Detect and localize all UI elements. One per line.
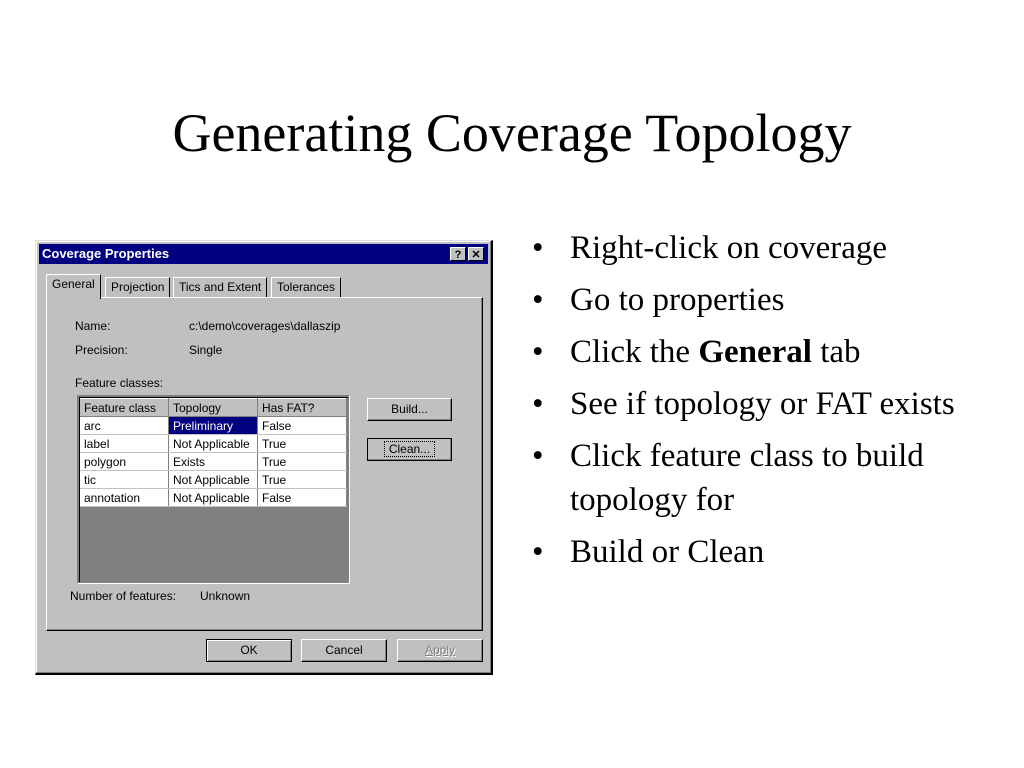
build-button[interactable]: Build... bbox=[367, 398, 452, 421]
table-cell-selected: Preliminary bbox=[169, 417, 258, 435]
coverage-properties-dialog bbox=[35, 240, 493, 675]
table-cell: polygon bbox=[80, 453, 169, 471]
column-header-has-fat[interactable]: Has FAT? bbox=[258, 399, 347, 417]
table-header-row bbox=[80, 399, 347, 417]
table-cell: False bbox=[258, 489, 347, 507]
column-header-topology[interactable]: Topology bbox=[169, 399, 258, 417]
cancel-button[interactable]: Cancel bbox=[301, 639, 387, 662]
dialog-titlebar[interactable] bbox=[39, 244, 488, 264]
table-cell: True bbox=[258, 453, 347, 471]
table-cell: False bbox=[258, 417, 347, 435]
table-cell: Exists bbox=[169, 453, 258, 471]
table-cell: Not Applicable bbox=[169, 489, 258, 507]
dialog-title: Coverage Properties bbox=[42, 246, 170, 261]
table-cell: Not Applicable bbox=[169, 471, 258, 489]
bullet-text-post: tab bbox=[811, 334, 861, 370]
table-cell: Not Applicable bbox=[169, 435, 258, 453]
bullet-text-bold: General bbox=[698, 334, 812, 370]
slide-title: Generating Coverage Topology bbox=[172, 103, 852, 163]
table-row[interactable] bbox=[80, 435, 347, 453]
table-cell: True bbox=[258, 435, 347, 453]
bullet-item: • Go to properties bbox=[532, 278, 972, 322]
tab-projection[interactable]: Projection bbox=[105, 277, 170, 297]
table-row[interactable] bbox=[80, 417, 347, 435]
close-icon[interactable]: ✕ bbox=[468, 247, 484, 261]
help-icon[interactable]: ? bbox=[450, 247, 466, 261]
column-header-feature-class[interactable]: Feature class bbox=[80, 399, 169, 417]
number-of-features-label: Number of features: bbox=[70, 589, 177, 603]
tab-general[interactable]: General bbox=[46, 274, 101, 299]
table-cell: label bbox=[80, 435, 169, 453]
tab-tolerances[interactable]: Tolerances bbox=[271, 277, 341, 297]
feature-classes-list[interactable] bbox=[77, 395, 350, 584]
clean-button[interactable] bbox=[367, 438, 452, 461]
bullet-item: • Right-click on coverage bbox=[532, 226, 972, 270]
bullet-item: • See if topology or FAT exists bbox=[532, 382, 972, 426]
tab-tics-and-extent[interactable]: Tics and Extent bbox=[173, 277, 267, 297]
bullet-item bbox=[532, 330, 972, 374]
table-cell: True bbox=[258, 471, 347, 489]
clean-button-label: Clean... bbox=[385, 442, 434, 456]
bullet-item: • Build or Clean bbox=[532, 530, 972, 574]
table-cell: annotation bbox=[80, 489, 169, 507]
name-value: c:\demo\coverages\dallaszip bbox=[189, 319, 341, 333]
bullet-item: • Click feature class to build topology for bbox=[532, 434, 972, 522]
feature-classes-label: Feature classes: bbox=[75, 376, 164, 390]
apply-button-label: Apply bbox=[424, 643, 456, 657]
table-row[interactable] bbox=[80, 471, 347, 489]
table-cell: arc bbox=[80, 417, 169, 435]
table-row[interactable] bbox=[80, 489, 347, 507]
apply-button[interactable] bbox=[397, 639, 483, 662]
precision-value: Single bbox=[189, 343, 223, 357]
feature-classes-table bbox=[80, 398, 347, 507]
precision-label: Precision: bbox=[75, 343, 128, 357]
bullet-text-pre: Click the bbox=[570, 334, 699, 370]
table-row[interactable] bbox=[80, 453, 347, 471]
ok-button[interactable]: OK bbox=[206, 639, 292, 662]
name-label: Name: bbox=[75, 319, 111, 333]
table-cell: tic bbox=[80, 471, 169, 489]
number-of-features-value: Unknown bbox=[200, 589, 251, 603]
bullet-list bbox=[532, 226, 972, 582]
